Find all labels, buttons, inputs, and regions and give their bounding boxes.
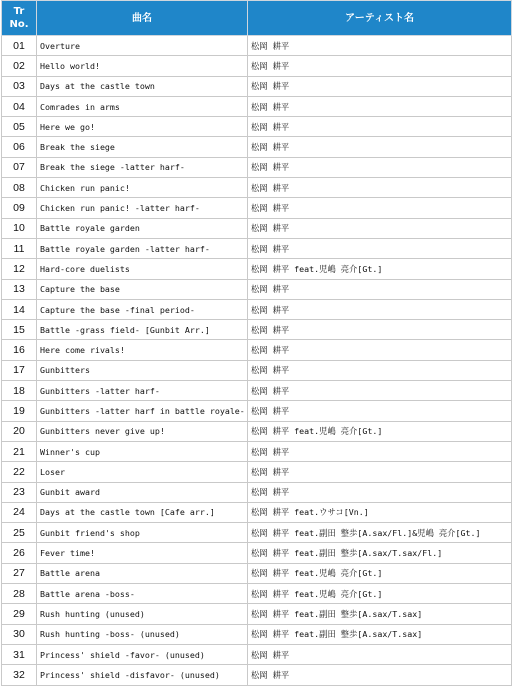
table-row (2, 117, 512, 137)
table-row (2, 238, 512, 258)
table-row (2, 523, 512, 543)
track-title-cell: Days at the castle town [Cafe arr.] (37, 502, 248, 522)
artist-cell: 松岡 耕平 (248, 320, 512, 340)
header-title: 曲名 (37, 1, 248, 36)
track-number-cell: 01 (2, 36, 37, 56)
track-number-cell: 23 (2, 482, 37, 502)
table-row (2, 198, 512, 218)
table-row (2, 320, 512, 340)
track-title-cell: Gunbitters never give up! (37, 421, 248, 441)
artist-cell: 松岡 耕平 (248, 340, 512, 360)
track-rows (2, 36, 512, 686)
artist-cell: 松岡 耕平 (248, 178, 512, 198)
track-number-cell: 25 (2, 523, 37, 543)
artist-cell: 松岡 耕平 feat.児嶋 亮介[Gt.] (248, 584, 512, 604)
header-artist: アーティスト名 (248, 1, 512, 36)
track-number-cell: 27 (2, 563, 37, 583)
artist-cell: 松岡 耕平 (248, 462, 512, 482)
track-title-cell: Princess' shield -favor- (unused) (37, 644, 248, 664)
track-title-cell: Hard-core duelists (37, 259, 248, 279)
artist-cell: 松岡 耕平 (248, 299, 512, 319)
artist-cell: 松岡 耕平 feat.児嶋 亮介[Gt.] (248, 421, 512, 441)
track-number-cell: 30 (2, 624, 37, 644)
table-row (2, 157, 512, 177)
track-number-cell: 04 (2, 96, 37, 116)
track-number-cell: 11 (2, 238, 37, 258)
table-row (2, 604, 512, 624)
track-title-cell: Overture (37, 36, 248, 56)
table-row (2, 502, 512, 522)
header-track-number (2, 1, 37, 36)
track-title-cell: Battle arena -boss- (37, 584, 248, 604)
artist-cell: 松岡 耕平 (248, 157, 512, 177)
track-title-cell: Battle royale garden (37, 218, 248, 238)
artist-cell: 松岡 耕平 (248, 360, 512, 380)
artist-cell: 松岡 耕平 (248, 279, 512, 299)
artist-cell: 松岡 耕平 (248, 117, 512, 137)
track-title-cell: Rush hunting -boss- (unused) (37, 624, 248, 644)
track-number-cell: 08 (2, 178, 37, 198)
table-row (2, 299, 512, 319)
track-title-cell: Gunbitters -latter harf- (37, 381, 248, 401)
track-title-cell: Winner's cup (37, 441, 248, 461)
table-row (2, 178, 512, 198)
track-number-cell: 17 (2, 360, 37, 380)
artist-cell: 松岡 耕平 (248, 381, 512, 401)
track-title-cell: Gunbit friend's shop (37, 523, 248, 543)
table-row (2, 279, 512, 299)
track-title-cell: Battle arena (37, 563, 248, 583)
table-row (2, 624, 512, 644)
track-title-cell: Princess' shield -disfavor- (unused) (37, 665, 248, 685)
track-number-cell: 05 (2, 117, 37, 137)
table-row (2, 76, 512, 96)
track-number-cell: 20 (2, 421, 37, 441)
artist-cell: 松岡 耕平 (248, 198, 512, 218)
artist-cell: 松岡 耕平 (248, 482, 512, 502)
track-number-cell: 31 (2, 644, 37, 664)
table-row (2, 360, 512, 380)
track-title-cell: Capture the base -final period- (37, 299, 248, 319)
track-title-cell: Here come rivals! (37, 340, 248, 360)
table-row (2, 482, 512, 502)
track-title-cell: Fever time! (37, 543, 248, 563)
artist-cell: 松岡 耕平 (248, 441, 512, 461)
track-number-cell: 03 (2, 76, 37, 96)
artist-cell: 松岡 耕平 feat.副田 整歩[A.sax/T.sax] (248, 624, 512, 644)
track-number-cell: 16 (2, 340, 37, 360)
artist-cell: 松岡 耕平 feat.副田 整歩[A.sax/Fl.]&児嶋 亮介[Gt.] (248, 523, 512, 543)
track-number-cell: 26 (2, 543, 37, 563)
table-row (2, 543, 512, 563)
track-title-cell: Hello world! (37, 56, 248, 76)
track-number-cell: 15 (2, 320, 37, 340)
artist-cell: 松岡 耕平 feat.児嶋 亮介[Gt.] (248, 259, 512, 279)
track-title-cell: Rush hunting (unused) (37, 604, 248, 624)
artist-cell: 松岡 耕平 (248, 76, 512, 96)
track-number-cell: 09 (2, 198, 37, 218)
tracklist-table (1, 0, 512, 686)
artist-cell: 松岡 耕平 feat.副田 整歩[A.sax/T.sax] (248, 604, 512, 624)
track-title-cell: Gunbitters (37, 360, 248, 380)
track-number-cell: 18 (2, 381, 37, 401)
artist-cell: 松岡 耕平 (248, 96, 512, 116)
track-number-cell: 12 (2, 259, 37, 279)
track-number-cell: 32 (2, 665, 37, 685)
header-track-number-line2: No. (9, 19, 29, 30)
table-row (2, 462, 512, 482)
track-title-cell: Chicken run panic! (37, 178, 248, 198)
track-title-cell: Here we go! (37, 117, 248, 137)
track-title-cell: Battle royale garden -latter harf- (37, 238, 248, 258)
track-title-cell: Comrades in arms (37, 96, 248, 116)
artist-cell: 松岡 耕平 (248, 644, 512, 664)
track-number-cell: 19 (2, 401, 37, 421)
track-number-cell: 06 (2, 137, 37, 157)
artist-cell: 松岡 耕平 (248, 137, 512, 157)
table-row (2, 381, 512, 401)
table-row (2, 584, 512, 604)
header-row (2, 1, 512, 36)
track-number-cell: 21 (2, 441, 37, 461)
artist-cell: 松岡 耕平 feat.児嶋 亮介[Gt.] (248, 563, 512, 583)
artist-cell: 松岡 耕平 feat.副田 整歩[A.sax/T.sax/Fl.] (248, 543, 512, 563)
track-number-cell: 13 (2, 279, 37, 299)
track-number-cell: 07 (2, 157, 37, 177)
table-row (2, 137, 512, 157)
track-title-cell: Capture the base (37, 279, 248, 299)
artist-cell: 松岡 耕平 (248, 36, 512, 56)
table-row (2, 340, 512, 360)
track-number-cell: 29 (2, 604, 37, 624)
track-title-cell: Break the siege -latter harf- (37, 157, 248, 177)
track-number-cell: 28 (2, 584, 37, 604)
track-title-cell: Break the siege (37, 137, 248, 157)
table-row (2, 218, 512, 238)
track-title-cell: Loser (37, 462, 248, 482)
table-row (2, 96, 512, 116)
track-title-cell: Battle -grass field- [Gunbit Arr.] (37, 320, 248, 340)
track-number-cell: 10 (2, 218, 37, 238)
artist-cell: 松岡 耕平 (248, 401, 512, 421)
table-row (2, 421, 512, 441)
table-row (2, 644, 512, 664)
table-row (2, 259, 512, 279)
table-row (2, 36, 512, 56)
table-row (2, 665, 512, 685)
track-number-cell: 24 (2, 502, 37, 522)
track-title-cell: Days at the castle town (37, 76, 248, 96)
track-title-cell: Gunbit award (37, 482, 248, 502)
header-track-number-line1: Tr (13, 6, 25, 17)
table-row (2, 401, 512, 421)
track-number-cell: 14 (2, 299, 37, 319)
table-row (2, 441, 512, 461)
table-row (2, 563, 512, 583)
table-row (2, 56, 512, 76)
track-title-cell: Chicken run panic! -latter harf- (37, 198, 248, 218)
artist-cell: 松岡 耕平 (248, 238, 512, 258)
track-number-cell: 02 (2, 56, 37, 76)
track-number-cell: 22 (2, 462, 37, 482)
artist-cell: 松岡 耕平 (248, 56, 512, 76)
artist-cell: 松岡 耕平 (248, 665, 512, 685)
artist-cell: 松岡 耕平 feat.ウサコ[Vn.] (248, 502, 512, 522)
artist-cell: 松岡 耕平 (248, 218, 512, 238)
track-title-cell: Gunbitters -latter harf in battle royale- (37, 401, 248, 421)
